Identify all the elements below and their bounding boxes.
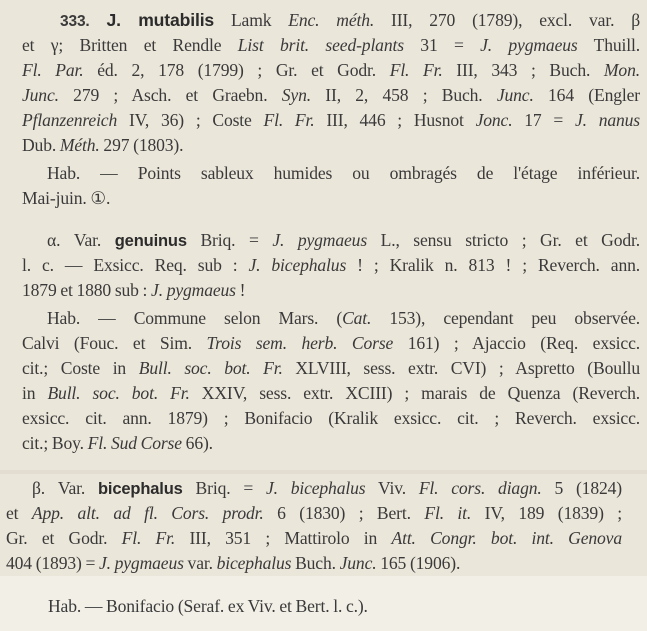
var-beta-line-1 <box>32 476 622 500</box>
var-italic: Bull. soc. bot. Fr. <box>138 358 283 378</box>
var-text: Viv. <box>365 478 419 498</box>
entry-number: 333. <box>60 13 90 30</box>
entry-text: 17 = <box>512 110 575 130</box>
entry-text: et γ; Britten et Rendle <box>22 35 238 55</box>
var-alpha-line-3 <box>22 278 640 302</box>
var-italic: Fl. Fr. <box>121 528 176 548</box>
var-italic: Fl. cors. diagn. <box>418 478 542 498</box>
entry-text: éd. 2, 178 (1799) ; Gr. et Godr. <box>83 60 390 80</box>
var-text: ! ; Kralik n. 813 ! ; Reverch. ann. <box>346 255 640 275</box>
var-text: Briq. = <box>182 478 266 498</box>
var-italic: J. pygmaeus <box>98 553 184 573</box>
var-italic: J. bicephalus <box>248 255 347 275</box>
entry-line-1 <box>60 8 640 32</box>
entry-line-2 <box>22 33 640 57</box>
entry-text: II, 2, 458 ; Buch. <box>310 85 497 105</box>
var-alpha-line-6 <box>22 356 640 380</box>
var-beta-line-4 <box>6 551 622 575</box>
var-text: 153), cependant peu observée. <box>371 308 640 328</box>
var-text: l. c. — Exsicc. Req. sub : <box>22 255 249 275</box>
entry-line-5 <box>22 108 640 132</box>
entry-italic: Pflanzenreich <box>22 110 118 130</box>
entry-italic: Fl. Par. <box>22 60 84 80</box>
entry-text: 297 (1803). <box>99 135 184 155</box>
var-text: 1879 et 1880 sub : <box>22 280 152 300</box>
var-alpha-line-1 <box>47 228 640 252</box>
var-text: cit.; Boy. <box>22 433 88 453</box>
var-text: IV, 189 (1839) ; <box>471 503 622 523</box>
var-text: III, 351 ; Mattirolo in <box>175 528 392 548</box>
divider <box>0 470 647 474</box>
var-text: 66). <box>181 433 213 453</box>
var-italic: Fl. Sud Corse <box>87 433 182 453</box>
entry-italic: J. pygmaeus <box>480 35 578 55</box>
var-alpha-line-4 <box>47 306 640 330</box>
var-text: var. <box>183 553 217 573</box>
entry-italic: List brit. seed-plants <box>237 35 404 55</box>
entry-line-3 <box>22 58 640 82</box>
var-text: 6 (1830) ; Bert. <box>263 503 425 523</box>
var-text: α. Var. <box>47 230 115 250</box>
var-text: L., sensu stricto ; Gr. et Godr. <box>367 230 640 250</box>
var-alpha-line-2 <box>22 253 640 277</box>
var-italic: Cat. <box>342 308 372 328</box>
var-italic: Bull. soc. bot. Fr. <box>47 383 190 403</box>
entry-line-6 <box>22 133 640 157</box>
entry-text: Thuill. <box>577 35 640 55</box>
var-text: Buch. <box>291 553 340 573</box>
variety-name: bicephalus <box>98 480 183 498</box>
entry-italic: Junc. <box>496 85 534 105</box>
var-alpha-line-5 <box>22 331 640 355</box>
var-beta-line-2 <box>6 501 622 525</box>
var-text: exsicc. cit. ann. 1879) ; Bonifacio (Kralik exsicc. cit. ; Reverch. exsicc. <box>22 408 640 428</box>
var-text: XXIV, sess. extr. XCIII) ; marais de Quenza (Reverch. <box>189 383 640 403</box>
habitat-line-2: Mai-juin. ①. <box>22 188 111 208</box>
var-text: ! <box>235 280 246 300</box>
habitat-line-1: Hab. — Points sableux humides ou ombragés de l'étage inférieur. <box>47 163 640 183</box>
entry-italic: Enc. méth. <box>288 10 375 30</box>
entry-text: Lamk <box>214 10 289 30</box>
entry-italic: Jonc. <box>475 110 513 130</box>
entry-italic: Syn. <box>281 85 311 105</box>
var-beta-line-3 <box>6 526 622 550</box>
var-alpha-line-8 <box>22 406 640 430</box>
var-text: et <box>6 503 32 523</box>
var-beta-habitat: Hab. — Bonifacio (Seraf. ex Viv. et Bert. l. c.). <box>48 596 368 616</box>
var-italic: Trois sem. herb. Corse <box>206 333 394 353</box>
var-italic: Fl. it. <box>424 503 472 523</box>
entry-text: 164 (Engler <box>533 85 640 105</box>
entry-text: Dub. <box>22 135 60 155</box>
var-italic: App. alt. ad fl. Cors. prodr. <box>31 503 264 523</box>
entry-text: 279 ; Asch. et Graebn. <box>58 85 282 105</box>
species-name: J. mutabilis <box>106 10 215 30</box>
var-text: 161) ; Ajaccio (Req. exsicc. <box>393 333 640 353</box>
entry-italic: Méth. <box>59 135 100 155</box>
entry-text: III, 446 ; Husnot <box>314 110 476 130</box>
entry-italic: J. nanus <box>574 110 640 130</box>
variety-name: genuinus <box>114 232 187 250</box>
var-alpha-line-7 <box>22 381 640 405</box>
var-italic: Att. Congr. bot. int. Genova <box>391 528 622 548</box>
var-text: Hab. — Commune selon Mars. ( <box>47 308 343 328</box>
var-text: Calvi (Fouc. et Sim. <box>22 333 207 353</box>
entry-text: III, 270 (1789), excl. var. β <box>374 10 640 30</box>
var-text: XLVIII, sess. extr. CVI) ; Aspretto (Boullu <box>282 358 640 378</box>
entry-italic: Fl. Fr. <box>263 110 315 130</box>
entry-italic: Junc. <box>22 85 59 105</box>
entry-text: IV, 36) ; Coste <box>117 110 264 130</box>
var-italic: J. bicephalus <box>265 478 366 498</box>
var-text: 404 (1893) = <box>6 553 99 573</box>
var-italic: J. pygmaeus <box>151 280 236 300</box>
entry-italic: Fl. Fr. <box>389 60 443 80</box>
var-text: in <box>22 383 48 403</box>
var-text: Gr. et Godr. <box>6 528 122 548</box>
var-text: Briq. = <box>186 230 273 250</box>
entry-text: 31 = <box>403 35 481 55</box>
entry-italic: Mon. <box>603 60 640 80</box>
var-text: 5 (1824) <box>541 478 622 498</box>
var-text: 165 (1906). <box>376 553 461 573</box>
var-italic: J. pygmaeus <box>272 230 368 250</box>
var-alpha-line-9 <box>22 431 640 455</box>
var-italic: Junc. <box>339 553 377 573</box>
entry-line-4 <box>22 83 640 107</box>
var-italic: bicephalus <box>216 553 292 573</box>
entry-text: III, 343 ; Buch. <box>442 60 604 80</box>
var-text: cit.; Coste in <box>22 358 139 378</box>
var-text: β. Var. <box>32 478 98 498</box>
